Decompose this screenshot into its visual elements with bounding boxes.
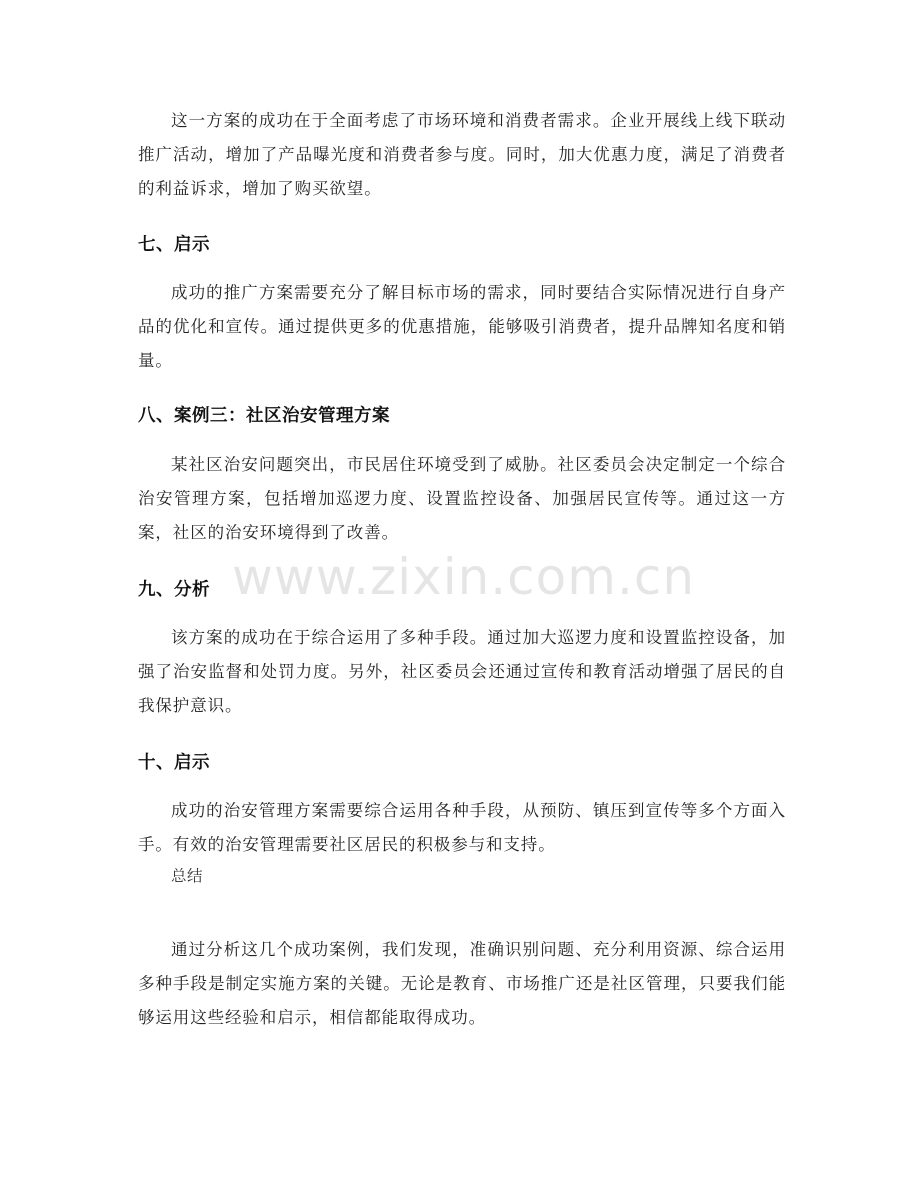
summary-label: 总结: [171, 867, 204, 885]
heading-section-7: 七、启示: [138, 235, 210, 255]
paragraph-section-10: 成功的治安管理方案需要综合运用各种手段，从预防、镇压到宣传等多个方面入手。有效的治安管理需要社区居民的积极参与和支持。: [138, 801, 786, 854]
watermark-text: www.zixin.com.cn: [232, 548, 696, 606]
heading-section-8: 八、案例三：社区治安管理方案: [138, 406, 390, 426]
paragraph-section-7: 成功的推广方案需要充分了解目标市场的需求，同时要结合实际情况进行自身产品的优化和宣传。通过提供更多的优惠措施，能够吸引消费者，提升品牌知名度和销量。: [138, 283, 786, 370]
heading-section-10: 十、启示: [138, 753, 210, 773]
paragraph-summary: 通过分析这几个成功案例，我们发现，准确识别问题、充分利用资源、综合运用多种手段是制定实施方案的关键。无论是教育、市场推广还是社区管理，只要我们能够运用这些经验和启示，相信都能取得成功。: [138, 940, 786, 1027]
paragraph-section-8: 某社区治安问题突出，市民居住环境受到了威胁。社区委员会决定制定一个综合治安管理方案，包括增加巡逻力度、设置监控设备、加强居民宣传等。通过这一方案，社区的治安环境得到了改善。: [138, 455, 786, 542]
heading-section-9: 九、分析: [138, 580, 210, 600]
paragraph-section-9: 该方案的成功在于综合运用了多种手段。通过加大巡逻力度和设置监控设备，加强了治安监督和处罚力度。另外，社区委员会还通过宣传和教育活动增强了居民的自我保护意识。: [138, 628, 786, 715]
paragraph-market-analysis: 这一方案的成功在于全面考虑了市场环境和消费者需求。企业开展线上线下联动推广活动，增加了产品曝光度和消费者参与度。同时，加大优惠力度，满足了消费者的利益诉求，增加了购买欲望。: [138, 111, 786, 198]
